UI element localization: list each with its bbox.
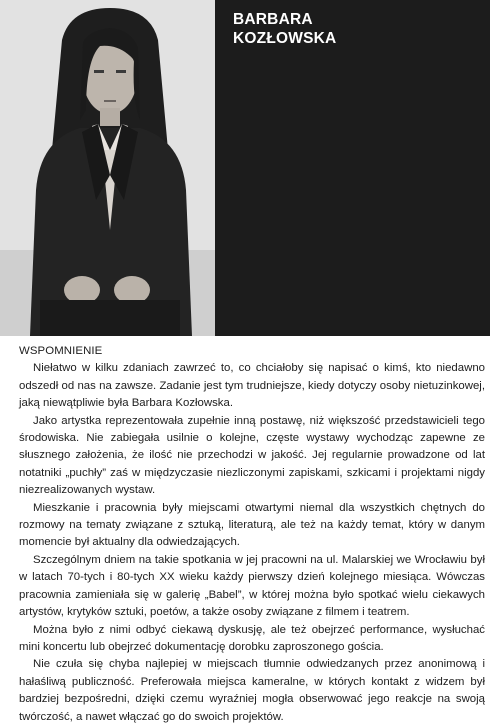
author-name — [233, 10, 336, 48]
author-first-name: BARBARA — [233, 11, 313, 28]
portrait-illustration — [0, 0, 215, 336]
article-body — [19, 343, 485, 726]
paragraph: Nie czuła się chyba najlepiej w miejscach tłumnie odwiedzanych przez anonimową i hałaśliwą publiczność. Preferowała miejsca kameralne, w których kontakt z widzem był bardziej bezpośredni, dzięki czemu wyraźniej mogła obserwować jego reakcje na swoją twórczość, a nawet włączać go do swoich projektów. — [19, 658, 485, 723]
author-last-name: KOZŁOWSKA — [233, 30, 337, 47]
paragraph: Jako artystka reprezentowała zupełnie inną postawę, niż większość przedstawicieli tego środowiska. Nie zabiegała usilnie o kolejne, częste wystawy wychodząc zapewne ze słusznego założenia, że ilość nie przechodzi w jakość. Jej regularnie prowadzone od lat notatniki „puchły” zaś w międzyczasie niezliczonymi zapiskami, szkicami i projektami nigdy niezrealizowanych wystaw. — [19, 414, 485, 497]
title-panel — [215, 0, 490, 336]
paragraph: Szczególnym dniem na takie spotkania w jej pracowni na ul. Malarskiej we Wrocławiu był w latach 70-tych i 80-tych XX wieku każdy pierwszy dzień kolejnego miesiąca. Wówczas pracownia zamieniała się w galerię „Babel”, w której można było spotkać wielu ciekawych artystów, krytyków sztuki, poetów, a także osoby związane z filmem i teatrem. — [19, 553, 485, 619]
portrait-photo — [0, 0, 215, 336]
paragraph: Mieszkanie i pracownia były miejscami otwartymi niemal dla wszystkich chętnych do rozmowy na tematy związane z sztuką, literaturą, ale też na każdy temat, który w danym momencie był aktualny dla odwiedzających. — [19, 501, 485, 549]
header — [0, 0, 490, 336]
paragraph: Można było z nimi odbyć ciekawą dyskusję, ale też obejrzeć performance, wysłuchać mini koncertu lub obejrzeć dokumentację dorobku zaproszonego gościa. — [19, 623, 485, 653]
section-title: WSPOMNIENIE — [19, 345, 103, 357]
paragraph: Niełatwo w kilku zdaniach zawrzeć to, co chciałoby się napisać o kimś, kto niedawno odszedł od nas na zawsze. Zadanie jest tym trudniejsze, kiedy dotyczy osoby nietuzinkowej, jaką niewątpliwie była Barbara Kozłowska. — [19, 362, 485, 410]
